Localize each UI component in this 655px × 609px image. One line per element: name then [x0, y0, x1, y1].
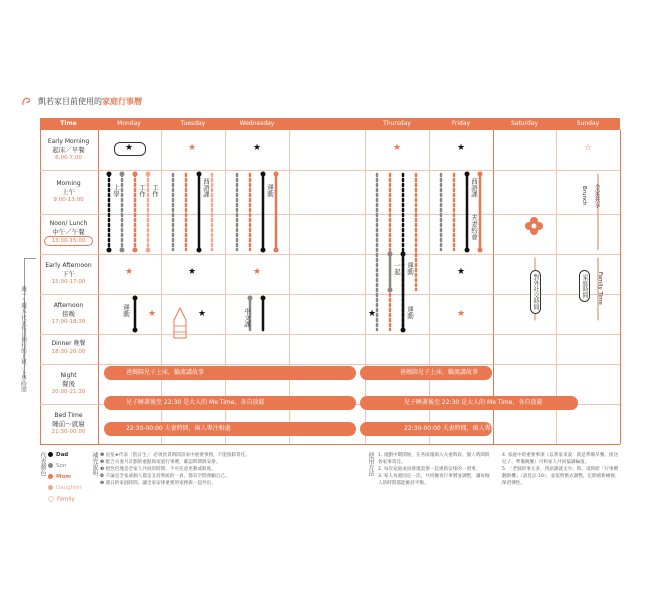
row-label-morning: Morning 上午 9:00-13:00: [53, 180, 84, 203]
notes-supplement: ❶ 星星★代表「值日生」：必須負責時間該家中重要事務，不能推卸責任。 ❷ 配合夫妻月計劃的重點與家庭行事曆，確認時間與安排。 ❸ 橙色色塊是全家人共同的時間，不可任意更動或缺席。 ❹ 不論是全家或個人都是支持系統的一員，都有空間照顧自己。 ❺ 週日的家庭時間，讓全家安排重要的家務與一起外出。: [100, 453, 250, 486]
activity-spanish: 西語課: [202, 178, 210, 198]
duty-star-icon: ★: [125, 267, 134, 277]
legend-daughter: Daughter: [48, 485, 82, 492]
activity-work: 工作: [151, 184, 159, 197]
legend-dad: Dad: [48, 452, 68, 459]
band-story-right: 爸媽陪兒子上床，輪流講故事: [360, 366, 492, 380]
legend-title: 代表顏色: [39, 452, 46, 476]
duty-star-icon: ★: [457, 143, 466, 153]
row-label-early-morning: Early Morning 起床／早餐 6:00-7:00: [47, 138, 90, 161]
activity-spanish: 西語課: [470, 178, 478, 198]
duty-star-icon: ★: [368, 309, 377, 319]
band-couple-left: 22:30-00:00 夫妻時間，兩人專注相處: [104, 422, 356, 436]
header-monday: Monday: [117, 120, 141, 127]
activity-sport: 運動: [406, 262, 414, 275]
duty-star-icon: ★: [393, 143, 402, 153]
usage-title: 使用方法: [367, 452, 374, 476]
notes-title: 補充說明: [91, 452, 98, 476]
row-label-bed-time: Bed Time 睡前～就寢 21:30-00:00: [51, 412, 86, 435]
header-sunday: Sunday: [576, 120, 600, 127]
activity-couple-date: 夫妻約會: [470, 214, 478, 240]
tower-icon: [168, 306, 192, 340]
row-label-early-afternoon: Early Afternoon 下午 15:00-17:00: [45, 262, 92, 285]
notes-usage: 1. 規劃中期開始，在各區塊填入夫妻時段、個人時間與各家事責任。 2. 每次家庭成員發現需要一起重新安排的一項事， 3. 家人每週固定一次，共同檢查行事曆並調整，讓每個人的時間都能維持平衡。: [378, 453, 490, 486]
activity-family-time-en: Family Time: [597, 272, 603, 305]
band-metime-right: 兒子睡著後至 22:30 是大人的 Me Time，各自放鬆: [360, 396, 578, 410]
row-label-dinner: Dinner 晚餐 18:30-20:00: [51, 340, 86, 355]
activity-sport: 運動: [266, 184, 274, 197]
activity-family-time: 家庭時間: [579, 270, 590, 302]
duty-star-icon: ★: [457, 309, 466, 319]
row-label-noon: Noon/ Lunch 中午／午餐 13:00-15:00: [40, 220, 97, 246]
header-friday: Friday: [451, 120, 471, 127]
header-wednesday: Wednesday: [239, 120, 275, 127]
band-story-left: 爸媽陪兒子上床，輪流講故事: [104, 366, 356, 380]
activity-family-share: 全家共享: [593, 184, 600, 208]
band-couple-right: 22:30-00:00 夫妻時間，兩人專注相處: [360, 422, 492, 436]
page-title: 凱若家目前使用的家庭行事曆: [38, 97, 142, 106]
activity-work: 工作: [138, 184, 146, 197]
legend-son: Son: [48, 463, 66, 470]
activity-sport: 運動: [122, 304, 130, 317]
activity-brunch: Brunch: [581, 186, 587, 206]
band-metime-left: 兒子睡著後至 22:30 是大人的 Me Time，各自放鬆: [104, 396, 356, 410]
outline-star-icon: ☆: [584, 143, 593, 153]
row-label-night: Night 餐後 20:00-21:30: [51, 372, 86, 395]
header-thursday: Thursday: [383, 120, 411, 127]
duty-star-icon: ★: [253, 267, 262, 277]
activity-chinese: 中文課: [243, 308, 251, 328]
activity-social: 對外社交時間: [530, 270, 541, 314]
duty-star-icon: ★: [188, 143, 197, 153]
legend-mom: Mom: [48, 474, 71, 481]
header-tuesday: Tuesday: [180, 120, 206, 127]
duty-star-icon: ★: [198, 309, 207, 319]
flower-icon: [522, 214, 546, 238]
header-time: Time: [60, 120, 77, 127]
row-label-afternoon: Afternoon 傍晚 17:00-18:30: [51, 302, 86, 325]
header-saturday: Saturday: [510, 120, 539, 127]
duty-star-icon: ★: [253, 143, 262, 153]
duty-star-icon: ★: [125, 143, 134, 153]
activity-sport: 運動: [406, 306, 414, 319]
duty-star-icon: ★: [188, 267, 197, 277]
activity-together: 一起: [393, 262, 401, 275]
activity-school: 上學: [112, 184, 120, 197]
side-note: 週一～週五 代表每日例行的上班／上學時間: [20, 286, 26, 393]
duty-star-icon: ★: [457, 267, 466, 277]
notes-usage-cont: 4. 家庭中的重要事項（以我家來說：就是準備早餐、接送兒子、準備晚餐）可和家人共同協調輪值。 5. 「老師的事太多，西語課就太少」時，請與給「行事曆翻新機」（請見註 10），並依照舊式調整，定期重新檢視、保留彈性。: [502, 453, 620, 486]
legend-family: Family: [48, 496, 75, 504]
duty-star-icon: ★: [148, 309, 157, 319]
